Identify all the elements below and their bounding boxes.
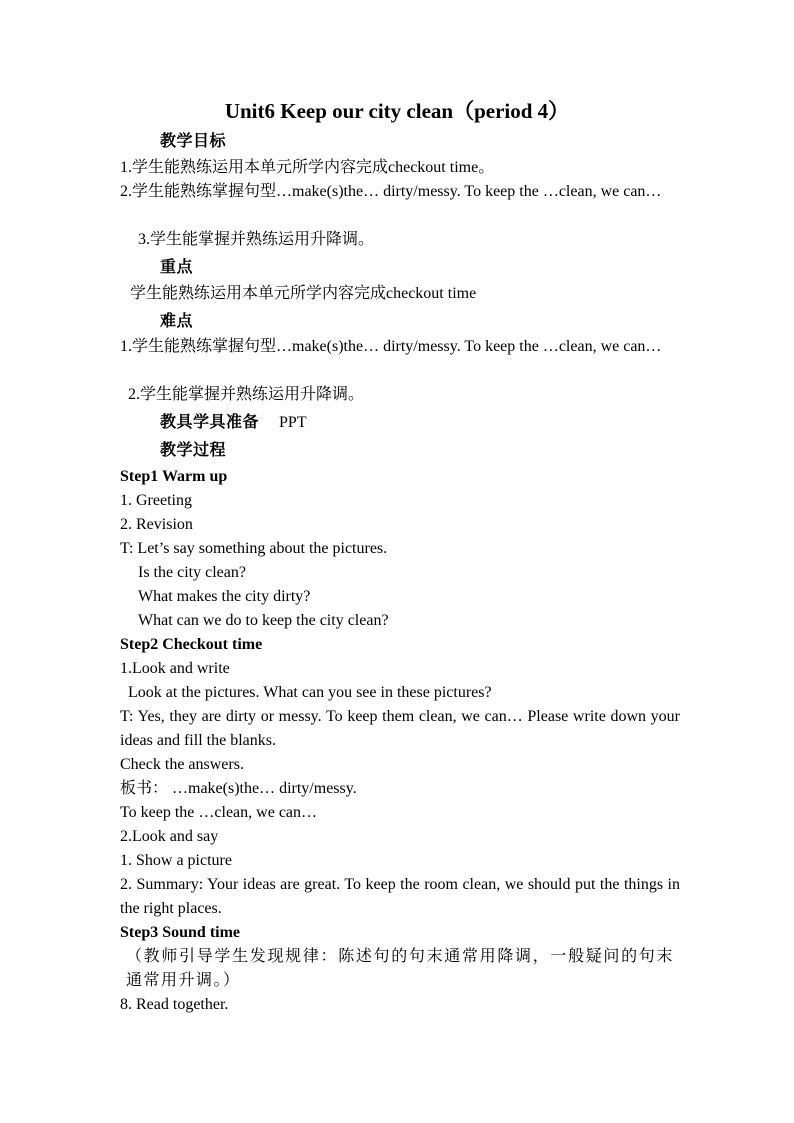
materials-heading: 教具学具准备 — [160, 414, 260, 431]
step1-line-4: Is the city clean? — [138, 564, 246, 581]
step2-line-1: 1.Look and write — [120, 660, 230, 677]
materials-value: PPT — [279, 414, 307, 431]
objective-item-3: 3.学生能掌握并熟练运用升降调。 — [138, 231, 375, 248]
process-heading: 教学过程 — [160, 442, 227, 459]
step2-line-9: 2. Summary: Your ideas are great. To keep the room clean, we should put the things in the right places. — [120, 876, 680, 917]
step2-line-6: To keep the …clean, we can… — [120, 804, 318, 821]
step1-line-5: What makes the city dirty? — [138, 588, 311, 605]
step2-line-8: 1. Show a picture — [120, 852, 232, 869]
objective-item-2: 2.学生能熟练掌握句型…make(s)the… dirty/messy. To keep the …clean, we can… — [120, 183, 662, 200]
materials-row — [160, 411, 730, 435]
page-title: Unit6 Keep our city clean（period 4） — [224, 99, 570, 123]
difficulty-item-1: 1.学生能熟练掌握句型…make(s)the… dirty/messy. To keep the …clean, we can… — [120, 338, 662, 355]
step1-line-2: 2. Revision — [120, 516, 193, 533]
step2-line-4: Check the answers. — [120, 756, 244, 773]
step1-line-1: 1. Greeting — [120, 492, 192, 509]
difficulties-heading: 难点 — [160, 313, 194, 330]
step2-heading: Step2 Checkout time — [120, 636, 263, 653]
step1-heading: Step1 Warm up — [120, 468, 228, 485]
step2-line-2: Look at the pictures. What can you see in these pictures? — [128, 684, 492, 701]
step2-line-3: T: Yes, they are dirty or messy. To keep them clean, we can… Please write down your ideas and fill the blanks. — [120, 708, 680, 749]
key-points-heading: 重点 — [160, 259, 194, 276]
step1-line-6: What can we do to keep the city clean? — [138, 612, 389, 629]
objectives-heading: 教学目标 — [160, 133, 227, 150]
difficulty-item-2: 2.学生能掌握并熟练运用升降调。 — [128, 386, 365, 403]
step2-line-7: 2.Look and say — [120, 828, 219, 845]
objective-item-1: 1.学生能熟练运用本单元所学内容完成checkout time。 — [120, 159, 495, 176]
step3-heading: Step3 Sound time — [120, 924, 241, 941]
step1-line-3: T: Let’s say something about the pictures. — [120, 540, 388, 557]
step3-line-2: 8. Read together. — [120, 996, 229, 1013]
key-points-text: 学生能熟练运用本单元所学内容完成checkout time — [130, 285, 477, 302]
step2-line-5: 板书： …make(s)the… dirty/messy. — [120, 780, 357, 797]
step3-line-1: （教师引导学生发现规律：陈述句的句末通常用降调，一般疑问的句末通常用升调。） — [126, 948, 674, 989]
